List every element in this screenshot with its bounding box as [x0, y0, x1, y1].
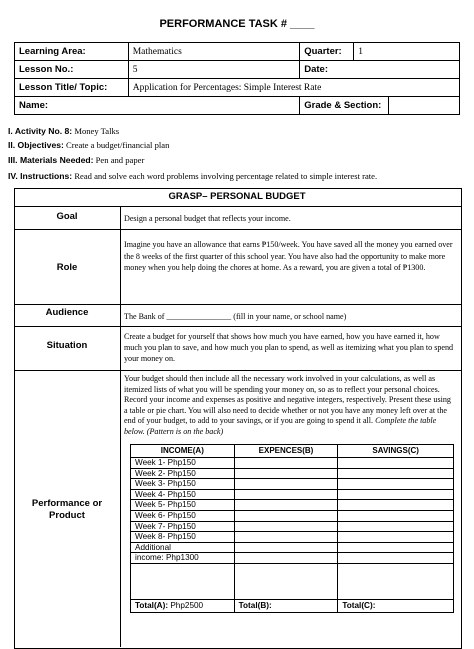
blank-cell[interactable] [131, 563, 235, 599]
learning-area-value: Mathematics [128, 43, 300, 61]
divider [14, 326, 461, 327]
savings-cell[interactable] [338, 468, 454, 479]
performance-text [124, 374, 454, 438]
grade-section-text: Grade & Section: [304, 97, 389, 114]
total-a-value: Php2500 [170, 600, 204, 610]
objectives-label: II. Objectives: [8, 140, 64, 150]
page-title: PERFORMANCE TASK # ____ [159, 18, 315, 30]
goal-text: Design a personal budget that reflects your income. [124, 214, 291, 223]
name-label: Name: [15, 97, 300, 115]
income-cell: Week 1- Php150 [131, 458, 235, 469]
income-cell: Week 4- Php150 [131, 489, 235, 500]
income-header: INCOME(A) [131, 445, 235, 458]
situation-text: Create a budget for yourself that shows how much you have earned, how you have earned it, how much you plan to save, and how much you plan to spend, as well as itemizing what you plan to spend your money on. [124, 332, 454, 363]
expense-cell[interactable] [234, 553, 338, 564]
instructions-line [8, 170, 377, 182]
savings-cell[interactable] [338, 479, 454, 490]
total-c-cell: Total(C): [338, 599, 454, 612]
quarter-value: 1 [354, 43, 460, 61]
date-label: Date: [300, 61, 460, 79]
info-table [14, 42, 460, 115]
role-text: Imagine you have an allowance that earns ₱150/week. You have saved all the money you earned over the 8 weeks of the first quarter of this school year. You have also had the opportunity to make more money when you help doing the chores at home. As a reward, you are given a total of ₱1300. [124, 240, 453, 273]
objectives-value: Create a budget/financial plan [66, 140, 170, 150]
divider [14, 206, 461, 207]
savings-cell[interactable] [338, 500, 454, 511]
grasp-header: GRASP– PERSONAL BUDGET [168, 191, 306, 202]
lesson-no-label: Lesson No.: [15, 61, 129, 79]
blank-cell[interactable] [338, 563, 454, 599]
expense-cell[interactable] [234, 458, 338, 469]
instructions-value: Read and solve each word problems involving percentage related to simple interest rate. [74, 171, 378, 181]
expenses-header: EXPENCES(B) [234, 445, 338, 458]
activity-label: I. Activity No. 8: [8, 126, 73, 136]
savings-cell[interactable] [338, 542, 454, 553]
lesson-title-label: Lesson Title/ Topic: [15, 79, 129, 97]
savings-cell[interactable] [338, 553, 454, 564]
instructions-label: IV. Instructions: [8, 171, 73, 181]
savings-header: SAVINGS(C) [338, 445, 454, 458]
lesson-title-value: Application for Percentages: Simple Interest Rate [128, 79, 459, 97]
divider [14, 304, 461, 305]
income-cell: Additional [131, 542, 235, 553]
activity-line [8, 125, 119, 137]
savings-cell[interactable] [338, 532, 454, 543]
expense-cell[interactable] [234, 468, 338, 479]
savings-cell[interactable] [338, 458, 454, 469]
expense-cell[interactable] [234, 500, 338, 511]
income-cell: Week 5- Php150 [131, 500, 235, 511]
materials-value: Pen and paper [95, 155, 145, 165]
lesson-no-value: 5 [128, 61, 300, 79]
budget-table [130, 444, 454, 613]
divider [14, 370, 461, 371]
role-label: Role [56, 262, 78, 273]
income-cell: Week 2- Php150 [131, 468, 235, 479]
activity-value: Money Talks [74, 126, 120, 136]
grade-section-label [300, 97, 460, 115]
expense-cell[interactable] [234, 521, 338, 532]
savings-cell[interactable] [338, 510, 454, 521]
divider [14, 229, 461, 230]
audience-text: The Bank of ________________ (fill in your name, or school name) [124, 312, 347, 321]
expense-cell[interactable] [234, 542, 338, 553]
expense-cell[interactable] [234, 532, 338, 543]
goal-label: Goal [56, 211, 78, 222]
income-cell: income: Php1300 [131, 553, 235, 564]
performance-label: Performance or Product [31, 498, 103, 521]
column-divider [120, 206, 121, 647]
performance-italic: Complete the table below. (Pattern is on the back) [124, 416, 437, 436]
savings-cell[interactable] [338, 489, 454, 500]
total-a-cell [131, 599, 235, 612]
situation-label: Situation [46, 340, 88, 351]
performance-body: Your budget should then include all the necessary work involved in your calculations, as well as itemized lists of what you will be spending your money on, so as to reflect your personal choices. Record your income and expenses as positive and negative integers, respectively. Present these using a table or pie chart. You will also need to decide whether or not you have any money left over at the end of your budget, to add to your savings, or if you are going to spend it all. [124, 374, 451, 426]
quarter-label: Quarter: [300, 43, 354, 61]
objectives-line [8, 139, 169, 151]
expense-cell[interactable] [234, 489, 338, 500]
expense-cell[interactable] [234, 510, 338, 521]
income-cell: Week 7- Php150 [131, 521, 235, 532]
income-cell: Week 6- Php150 [131, 510, 235, 521]
learning-area-label: Learning Area: [15, 43, 129, 61]
materials-label: III. Materials Needed: [8, 155, 94, 165]
savings-cell[interactable] [338, 521, 454, 532]
income-cell: Week 3- Php150 [131, 479, 235, 490]
total-a-label: Total(A): [135, 600, 169, 610]
expense-cell[interactable] [234, 479, 338, 490]
blank-cell[interactable] [234, 563, 338, 599]
materials-line [8, 154, 144, 166]
audience-label: Audience [45, 307, 89, 318]
income-cell: Week 8- Php150 [131, 532, 235, 543]
total-b-cell: Total(B): [234, 599, 338, 612]
